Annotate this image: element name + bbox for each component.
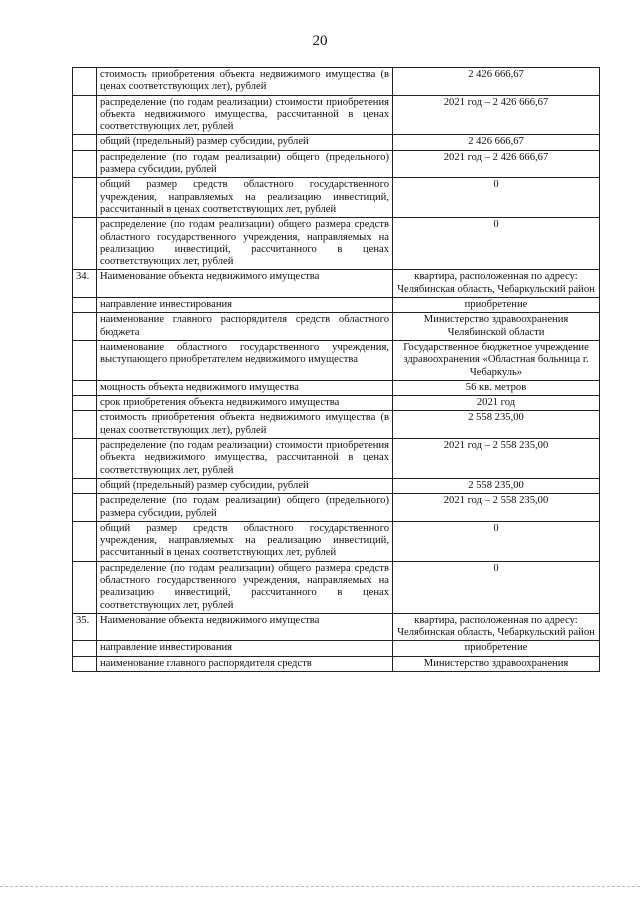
row-number-cell	[73, 521, 97, 561]
parameter-value-cell: Министерство здравоохранения	[393, 656, 600, 671]
parameter-name-cell: распределение (по годам реализации) стоимости приобретения объекта недвижимого имущества, рассчитанной в ценах соответствующих лет, рублей	[97, 95, 393, 135]
table-row	[73, 613, 600, 641]
parameter-name-cell: общий (предельный) размер субсидии, рублей	[97, 478, 393, 493]
parameter-value-cell: 0	[393, 218, 600, 270]
parameter-name-cell: общий (предельный) размер субсидии, рублей	[97, 135, 393, 150]
parameter-value-cell: 0	[393, 561, 600, 613]
parameter-name-cell: общий размер средств областного государственного учреждения, направляемых на реализацию инвестиций, рассчитанный в ценах соответствующих лет, рублей	[97, 521, 393, 561]
table-row	[73, 411, 600, 439]
table-body	[73, 68, 600, 672]
parameter-value-cell: 2 426 666,67	[393, 135, 600, 150]
parameter-name-cell: распределение (по годам реализации) общего размера средств областного государственного учреждения, направляемых на реализацию инвестиций, рассчитанного в ценах соответствующих лет, рублей	[97, 561, 393, 613]
parameter-name-cell: общий размер средств областного государственного учреждения, направляемых на реализацию инвестиций, рассчитанный в ценах соответствующих лет, рублей	[97, 178, 393, 218]
parameter-name-cell: стоимость приобретения объекта недвижимого имущества (в ценах соответствующих лет), рублей	[97, 68, 393, 96]
parameter-value-cell: 2021 год – 2 426 666,67	[393, 150, 600, 178]
row-number-cell	[73, 340, 97, 380]
row-number-cell	[73, 411, 97, 439]
page-number: 20	[312, 33, 328, 49]
parameter-value-cell: Министерство здравоохранения Челябинской области	[393, 313, 600, 341]
parameter-value-cell: квартира, расположенная по адресу: Челябинская область, Чебаркульский район	[393, 270, 600, 298]
parameter-name-cell: наименование главного распорядителя средств	[97, 656, 393, 671]
row-number-cell	[73, 218, 97, 270]
parameter-value-cell: 2021 год – 2 558 235,00	[393, 494, 600, 522]
table-row	[73, 340, 600, 380]
row-number-cell	[73, 494, 97, 522]
parameter-name-cell: стоимость приобретения объекта недвижимого имущества (в ценах соответствующих лет), рублей	[97, 411, 393, 439]
parameter-name-cell: направление инвестирования	[97, 641, 393, 656]
table-row	[73, 396, 600, 411]
table-row	[73, 178, 600, 218]
parameter-value-cell: 0	[393, 521, 600, 561]
investment-objects-table	[72, 67, 600, 672]
table-row	[73, 478, 600, 493]
parameter-name-cell: наименование областного государственного учреждения, выступающего приобретателем недвижимого имущества	[97, 340, 393, 380]
row-number-cell	[73, 561, 97, 613]
parameter-value-cell: 56 кв. метров	[393, 380, 600, 395]
parameter-name-cell: направление инвестирования	[97, 298, 393, 313]
parameter-value-cell: 2 558 235,00	[393, 478, 600, 493]
parameter-name-cell: срок приобретения объекта недвижимого имущества	[97, 396, 393, 411]
parameter-name-cell: распределение (по годам реализации) общего (предельного) размера субсидии, рублей	[97, 494, 393, 522]
parameter-name-cell: распределение (по годам реализации) стоимости приобретения объекта недвижимого имущества, рассчитанной в ценах соответствующих лет, рублей	[97, 439, 393, 479]
parameter-value-cell: 2 426 666,67	[393, 68, 600, 96]
table-row	[73, 656, 600, 671]
row-number-cell	[73, 380, 97, 395]
page-bottom-divider	[0, 886, 640, 887]
parameter-value-cell: 2 558 235,00	[393, 411, 600, 439]
parameter-value-cell: 2021 год – 2 426 666,67	[393, 95, 600, 135]
table-row	[73, 561, 600, 613]
row-number-cell	[73, 135, 97, 150]
table-row	[73, 270, 600, 298]
table-row	[73, 521, 600, 561]
table-row	[73, 439, 600, 479]
parameter-value-cell: квартира, расположенная по адресу: Челябинская область, Чебаркульский район	[393, 613, 600, 641]
row-number-cell	[73, 478, 97, 493]
table-row	[73, 95, 600, 135]
table-row	[73, 641, 600, 656]
parameter-value-cell: 0	[393, 178, 600, 218]
row-number-cell	[73, 439, 97, 479]
parameter-value-cell: Государственное бюджетное учреждение здравоохранения «Областная больница г. Чебаркуль»	[393, 340, 600, 380]
parameter-value-cell: 2021 год	[393, 396, 600, 411]
row-number-cell	[73, 313, 97, 341]
parameter-name-cell: распределение (по годам реализации) общего размера средств областного государственного учреждения, направляемых на реализацию инвестиций, рассчитанного в ценах соответствующих лет, рублей	[97, 218, 393, 270]
parameter-name-cell: распределение (по годам реализации) общего (предельного) размера субсидии, рублей	[97, 150, 393, 178]
table-row	[73, 68, 600, 96]
row-number-cell	[73, 95, 97, 135]
row-number-cell	[73, 298, 97, 313]
parameter-name-cell: мощность объекта недвижимого имущества	[97, 380, 393, 395]
parameter-name-cell: Наименование объекта недвижимого имущества	[97, 613, 393, 641]
row-number-cell	[73, 396, 97, 411]
row-number-cell: 35.	[73, 613, 97, 641]
row-number-cell	[73, 150, 97, 178]
parameter-name-cell: наименование главного распорядителя средств областного бюджета	[97, 313, 393, 341]
table-row	[73, 218, 600, 270]
row-number-cell	[73, 641, 97, 656]
row-number-cell: 34.	[73, 270, 97, 298]
parameter-value-cell: приобретение	[393, 298, 600, 313]
table-row	[73, 298, 600, 313]
parameter-value-cell: 2021 год – 2 558 235,00	[393, 439, 600, 479]
table-row	[73, 380, 600, 395]
table-row	[73, 313, 600, 341]
table-row	[73, 135, 600, 150]
parameter-value-cell: приобретение	[393, 641, 600, 656]
table-row	[73, 150, 600, 178]
row-number-cell	[73, 68, 97, 96]
row-number-cell	[73, 656, 97, 671]
parameter-name-cell: Наименование объекта недвижимого имущества	[97, 270, 393, 298]
row-number-cell	[73, 178, 97, 218]
table-row	[73, 494, 600, 522]
